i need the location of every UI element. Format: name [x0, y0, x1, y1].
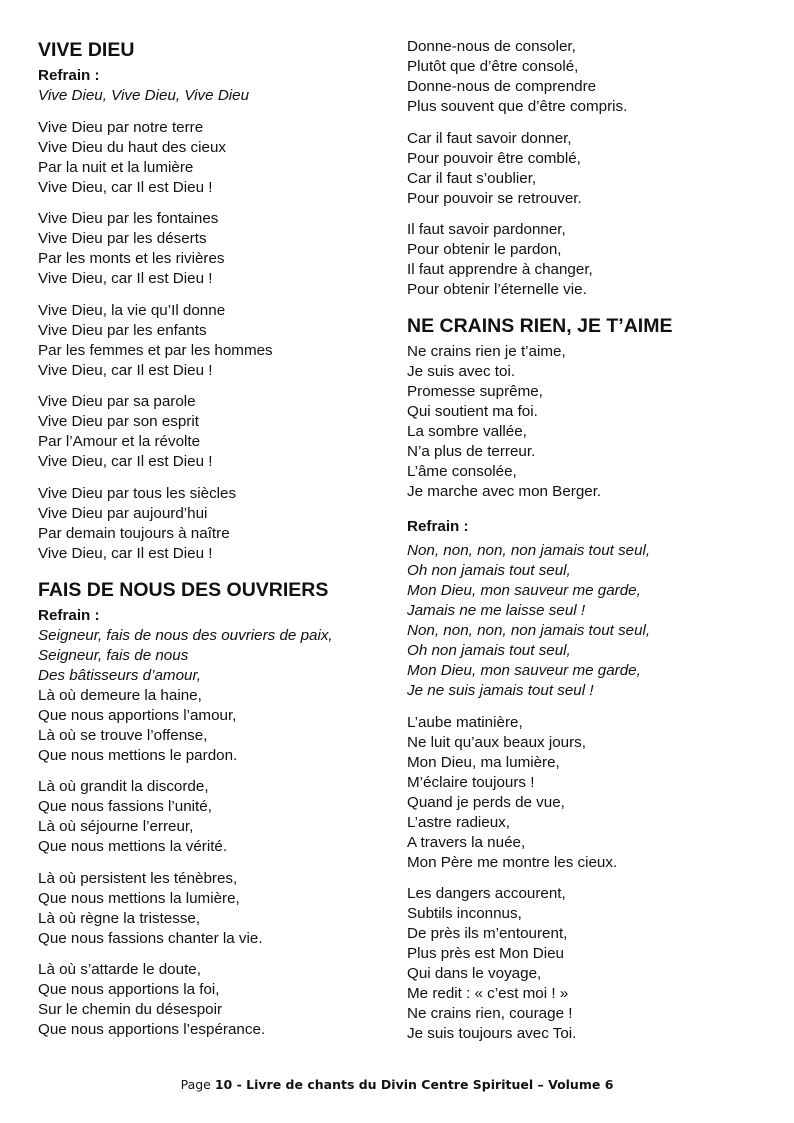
- lyric-line: L’astre radieux,: [407, 813, 510, 831]
- lyric-line: Vive Dieu par les déserts: [38, 230, 207, 247]
- lyric-line: N’a plus de terreur.: [407, 443, 536, 460]
- lyric-line: Là où demeure la haine,: [38, 686, 202, 704]
- lyric-line: Pour obtenir le pardon,: [407, 241, 562, 258]
- lyric-line: Vive Dieu, car Il est Dieu !: [38, 361, 213, 379]
- lyric-line: Je suis avec toi.: [407, 363, 516, 380]
- lyric-line: Jamais ne me laisse seul !: [407, 602, 586, 619]
- lyric-line: Vive Dieu, Vive Dieu, Vive Dieu: [38, 87, 250, 104]
- refrain-label: Refrain :: [38, 67, 100, 84]
- lyric-line: Là où persistent les ténèbres,: [38, 869, 238, 887]
- refrain: [38, 626, 388, 686]
- lyric-line: Par la nuit et la lumière: [38, 158, 194, 176]
- lyric-line: Non, non, non, non jamais tout seul,: [407, 622, 651, 639]
- refrain: [407, 541, 777, 701]
- right-column: [407, 37, 777, 1056]
- lyric-line: La sombre vallée,: [407, 423, 527, 440]
- lyric-line: Promesse suprême,: [407, 383, 543, 400]
- stanza-group: [38, 118, 388, 564]
- lyric-line: Vive Dieu par sa parole: [38, 393, 196, 410]
- stanza: [38, 777, 388, 857]
- stanza-group: [407, 713, 777, 1045]
- lyric-line: Là où grandit la discorde,: [38, 778, 209, 795]
- lyric-line: Que nous mettions la vérité.: [38, 838, 228, 855]
- lyric-line: Vive Dieu par tous les siècles: [38, 484, 237, 502]
- stanza: [38, 301, 388, 381]
- lyric-line: Par l’Amour et la révolte: [38, 433, 201, 450]
- lyric-line: Seigneur, fais de nous: [38, 646, 189, 664]
- lyric-line: Là où se trouve l’offense,: [38, 726, 208, 744]
- page-number: 10: [214, 1077, 233, 1092]
- stanza: [38, 484, 388, 564]
- lyric-line: Vive Dieu, car Il est Dieu !: [38, 270, 213, 287]
- lyric-line: Pour pouvoir se retrouver.: [407, 189, 582, 207]
- song-title-fais-de-nous: FAIS DE NOUS DES OUVRIERS: [38, 578, 329, 601]
- lyric-line: Donne-nous de consoler,: [407, 38, 576, 55]
- lyric-line: Les dangers accourent,: [407, 885, 566, 902]
- song-title-vive-dieu: VIVE DIEU: [38, 39, 135, 61]
- lyric-line: Car il faut savoir donner,: [407, 129, 572, 147]
- stanza: [38, 686, 388, 766]
- lyric-line: Que nous fassions chanter la vie.: [38, 929, 263, 947]
- lyric-line: Là où s’attarde le doute,: [38, 961, 201, 978]
- lyric-line: Me redit : « c’est moi ! »: [407, 985, 569, 1002]
- lyric-line: Qui soutient ma foi.: [407, 403, 538, 420]
- lyric-line: Ne crains rien, courage !: [407, 1005, 573, 1022]
- footer-book-title: - Livre de chants du Divin Centre Spirituel – Volume 6: [232, 1077, 614, 1092]
- lyric-line: L’âme consolée,: [407, 463, 517, 480]
- lyric-line: Il faut apprendre à changer,: [407, 261, 593, 278]
- song-title-ne-crains-rien: NE CRAINS RIEN, JE T’AIME: [407, 315, 673, 337]
- lyric-line: Quand je perds de vue,: [407, 793, 565, 811]
- lyric-line: Non, non, non, non jamais tout seul,: [407, 542, 651, 559]
- lyric-line: Que nous apportions l’espérance.: [38, 1021, 266, 1038]
- lyric-line: Il faut savoir pardonner,: [407, 221, 566, 238]
- lyric-line: Ne crains rien je t’aime,: [407, 343, 566, 360]
- stanza: [38, 209, 388, 289]
- lyric-line: Donne-nous de comprendre: [407, 78, 597, 95]
- page-footer: [0, 1077, 794, 1092]
- stanza: [407, 129, 777, 209]
- stanza-group: [38, 686, 388, 1041]
- lyric-line: Sur le chemin du désespoir: [38, 1001, 223, 1018]
- lyric-line: Vive Dieu par son esprit: [38, 413, 199, 430]
- lyric-line: L’aube matinière,: [407, 713, 523, 731]
- lyric-line: Je ne suis jamais tout seul !: [407, 682, 594, 699]
- lyric-line: M’éclaire toujours !: [407, 773, 535, 791]
- stanza: [38, 118, 388, 198]
- stanza: [38, 869, 388, 949]
- lyric-line: Que nous apportions la foi,: [38, 981, 220, 998]
- stanza: [38, 960, 388, 1040]
- lyric-line: Par demain toujours à naître: [38, 524, 230, 542]
- refrain-label: Refrain :: [38, 606, 100, 624]
- lyric-line: Plus près est Mon Dieu: [407, 945, 565, 962]
- lyric-line: Seigneur, fais de nous des ouvriers de paix,: [38, 626, 333, 644]
- lyric-line: Vive Dieu, car Il est Dieu !: [38, 544, 213, 562]
- lyric-line: Que nous mettions la lumière,: [38, 889, 240, 907]
- lyric-line: Car il faut s’oublier,: [407, 169, 537, 187]
- stanza: [38, 392, 388, 472]
- stanza: [407, 37, 777, 117]
- lyric-line: Mon Dieu, mon sauveur me garde,: [407, 662, 641, 679]
- lyric-line: Vive Dieu, car Il est Dieu !: [38, 178, 213, 196]
- lyric-line: Je suis toujours avec Toi.: [407, 1025, 577, 1042]
- footer-prefix: Page: [180, 1077, 215, 1092]
- lyric-line: Là où séjourne l’erreur,: [38, 818, 194, 835]
- lyric-line: Pour pouvoir être comblé,: [407, 149, 581, 167]
- lyric-line: Pour obtenir l’éternelle vie.: [407, 281, 587, 298]
- lyric-line: Ne luit qu’aux beaux jours,: [407, 733, 586, 751]
- lyric-line: Vive Dieu par les fontaines: [38, 210, 219, 227]
- lyric-line: Plus souvent que d’être compris.: [407, 98, 628, 115]
- refrain-label: Refrain :: [407, 518, 469, 535]
- stanza-group: [407, 37, 777, 300]
- stanza: [407, 713, 777, 873]
- lyric-line: Vive Dieu par aujourd’hui: [38, 504, 208, 522]
- lyric-line: Vive Dieu par les enfants: [38, 321, 207, 339]
- lyric-line: Oh non jamais tout seul,: [407, 562, 571, 579]
- lyric-line: De près ils m’entourent,: [407, 925, 568, 942]
- refrain: [38, 86, 388, 106]
- lyric-line: Vive Dieu, car Il est Dieu !: [38, 453, 213, 470]
- lyric-line: Que nous mettions le pardon.: [38, 746, 238, 764]
- stanza: [407, 342, 777, 502]
- lyric-line: Plutôt que d’être consolé,: [407, 58, 579, 75]
- lyric-line: Que nous apportions l’amour,: [38, 706, 237, 724]
- lyric-line: Qui dans le voyage,: [407, 965, 542, 982]
- stanza: [407, 884, 777, 1044]
- lyric-line: Que nous fassions l’unité,: [38, 798, 212, 815]
- lyric-line: Vive Dieu du haut des cieux: [38, 138, 226, 156]
- lyric-line: A travers la nuée,: [407, 833, 526, 851]
- lyric-line: Mon Père me montre les cieux.: [407, 853, 618, 871]
- lyric-line: Des bâtisseurs d’amour,: [38, 666, 201, 684]
- lyric-line: Je marche avec mon Berger.: [407, 483, 602, 500]
- lyric-line: Par les monts et les rivières: [38, 250, 225, 267]
- lyric-line: Mon Dieu, mon sauveur me garde,: [407, 582, 641, 599]
- lyric-line: Oh non jamais tout seul,: [407, 642, 571, 659]
- lyric-line: Subtils inconnus,: [407, 905, 522, 922]
- lyric-line: Mon Dieu, ma lumière,: [407, 753, 560, 771]
- stanza: [407, 220, 777, 300]
- left-column: [38, 38, 388, 1052]
- lyric-line: Vive Dieu par notre terre: [38, 118, 204, 136]
- lyric-line: Par les femmes et par les hommes: [38, 341, 273, 359]
- lyric-line: Là où règne la tristesse,: [38, 909, 201, 927]
- lyric-line: Vive Dieu, la vie qu’Il donne: [38, 301, 226, 319]
